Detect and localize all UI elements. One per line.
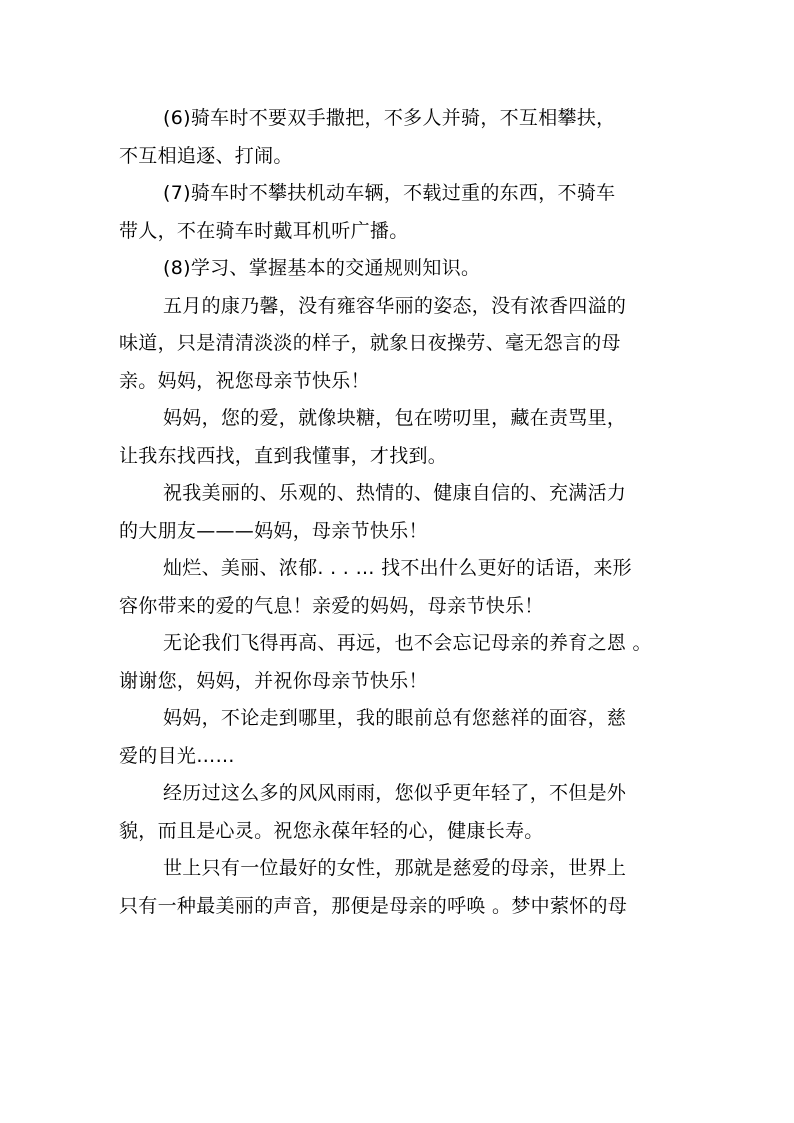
paragraph-rule-8 [119,250,675,288]
paragraph-brilliant [119,550,675,625]
text-line: 味道，只是清清淡淡的样子，就象日夜操劳、毫无怨言的母 [119,332,621,354]
text-line: 只有一种最美丽的声音，那便是母亲的呼唤 。梦中萦怀的母 [119,894,628,917]
text-line: 经历过这么多的风风雨雨，您似乎更年轻了，不但是外 [163,782,627,804]
text-line: 五月的康乃馨，没有雍容华丽的姿态，没有浓香四溢的 [163,294,627,317]
document-body [119,100,675,925]
paragraph-best-friend [119,475,675,550]
paragraph-candy [119,400,675,475]
text-line: 世上只有一位最好的女性，那就是慈爱的母亲，世界上 [163,857,627,879]
text-line: 爱的目光…… [119,744,235,767]
text-line: (8)学习、掌握基本的交通规则知识。 [163,257,481,279]
paragraph-younger [119,775,675,850]
text-line: 容你带来的爱的气息！亲爱的妈妈，母亲节快乐！ [119,594,544,617]
paragraph-carnation [119,288,675,401]
text-line: 的大朋友———妈妈，母亲节快乐！ [119,519,428,542]
text-line: 灿烂、美丽、浓郁. . . … 找不出什么更好的话语，来形 [163,557,632,579]
text-line: 带人，不在骑车时戴耳机听广播。 [119,219,409,242]
text-line: 貌，而且是心灵。祝您永葆年轻的心，健康长寿。 [119,819,544,842]
text-line: (6)骑车时不要双手撒把，不多人并骑，不互相攀扶， [163,107,616,129]
text-line: 祝我美丽的、乐观的、热情的、健康自信的、充满活力 [163,482,627,504]
text-line: 无论我们飞得再高、再远，也不会忘记母亲的养育之恩 。 [163,632,652,654]
text-line: 让我东找西找，直到我懂事，才找到。 [119,444,448,467]
text-line: 妈妈，不论走到哪里，我的眼前总有您慈祥的面容，慈 [163,707,627,729]
text-line: 不互相追逐、打闹。 [119,144,293,167]
text-line: 亲。妈妈，祝您母亲节快乐！ [119,369,370,392]
paragraph-best-woman [119,850,675,925]
text-line: (7)骑车时不攀扶机动车辆，不载过重的东西，不骑车 [163,182,616,204]
paragraph-fly-high [119,625,675,700]
text-line: 谢谢您，妈妈，并祝你母亲节快乐！ [119,669,428,692]
paragraph-rule-7 [119,175,675,250]
text-line: 妈妈，您的爱，就像块糖，包在唠叨里，藏在责骂里， [163,407,627,429]
paragraph-wherever [119,700,675,775]
paragraph-rule-6 [119,100,675,175]
